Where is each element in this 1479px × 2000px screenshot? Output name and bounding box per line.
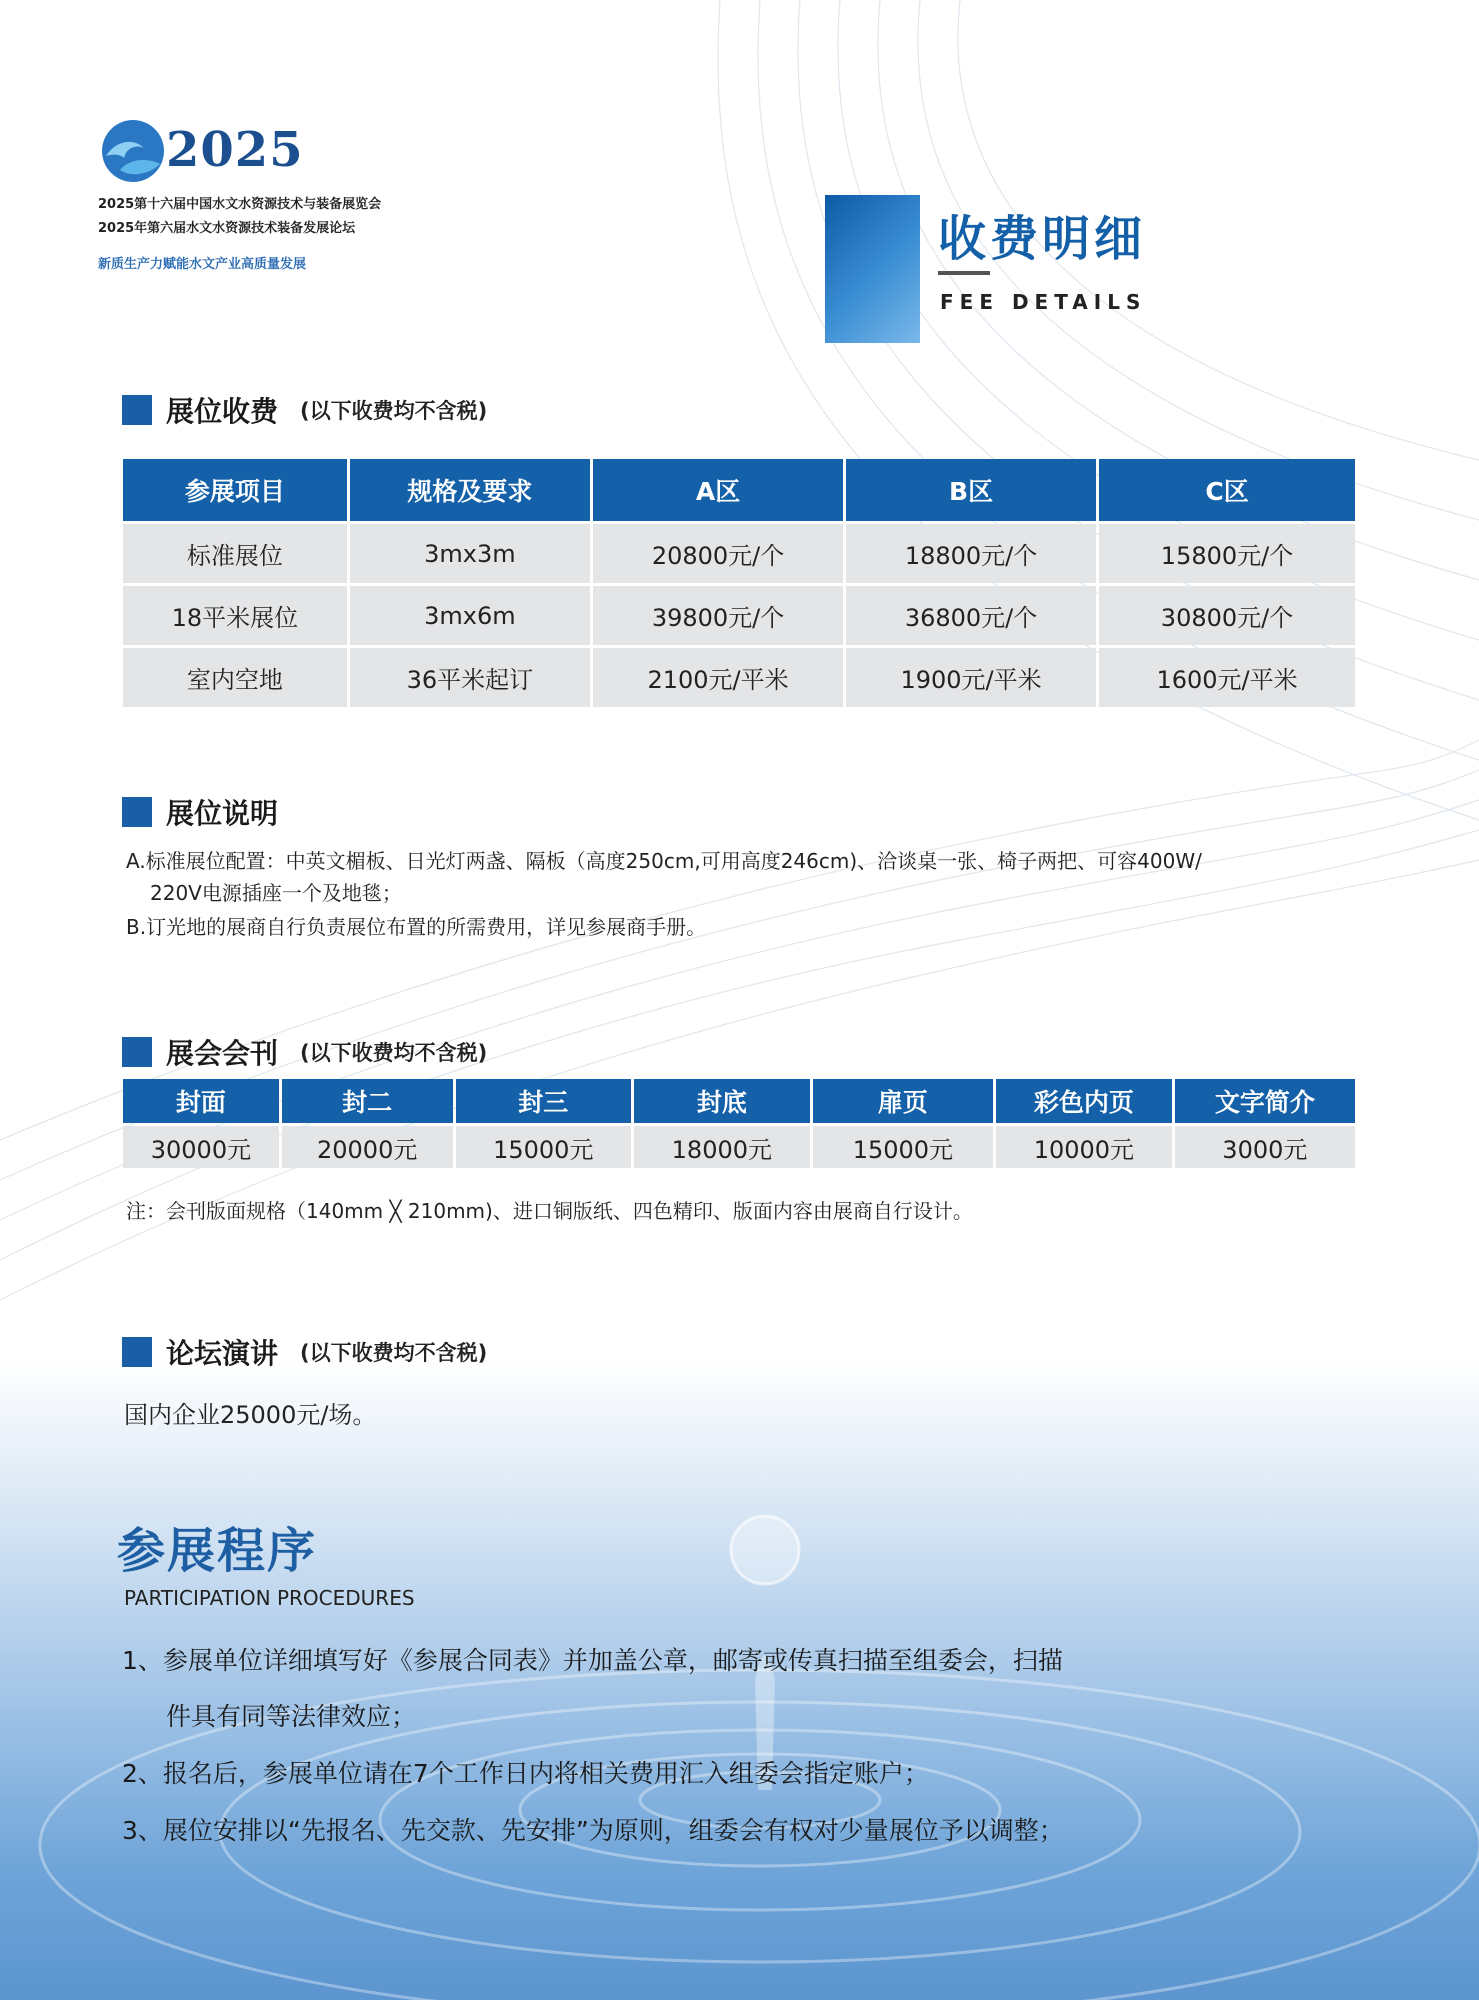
table-cell: 3000元	[1175, 1126, 1355, 1168]
journal-footnote: 注：会刊版面规格（140mm ╳ 210mm)、进口铜版纸、四色精印、版面内容由展商自行设计。	[126, 1199, 973, 1223]
column-header: 扉页	[813, 1079, 993, 1123]
logo-year: 2025	[166, 122, 304, 178]
table-cell: 18平米展位	[123, 586, 347, 645]
section-square-icon	[122, 1337, 152, 1367]
booth-desc-a-cont: 220V电源插座一个及地毯；	[150, 881, 402, 905]
section-title: 论坛演讲	[166, 1337, 279, 1370]
title-accent-block	[825, 195, 920, 343]
booth-desc-heading	[122, 792, 278, 832]
table-cell: 15000元	[813, 1126, 993, 1168]
table-cell: 18800元/个	[846, 524, 1096, 583]
column-header: C区	[1099, 459, 1355, 521]
table-cell: 1900元/平米	[846, 648, 1096, 707]
table-cell: 30000元	[123, 1126, 279, 1168]
column-header: 封面	[123, 1079, 279, 1123]
booth-desc-b: B.订光地的展商自行负责展位布置的所需费用，详见参展商手册。	[126, 915, 707, 939]
section-square-icon	[122, 395, 152, 425]
table-cell: 18000元	[634, 1126, 810, 1168]
table-cell: 39800元/个	[593, 586, 843, 645]
table-row	[123, 586, 1355, 645]
section-note: (以下收费均不含税)	[300, 399, 488, 423]
column-header: 封三	[456, 1079, 632, 1123]
table-cell: 室内空地	[123, 648, 347, 707]
table-cell: 3mx6m	[350, 586, 590, 645]
table-header-row	[123, 1079, 1355, 1123]
column-header: 封二	[282, 1079, 453, 1123]
procedure-step-1: 1、参展单位详细填写好《参展合同表》并加盖公章，邮寄或传真扫描至组委会，扫描	[122, 1646, 1063, 1675]
table-cell: 36800元/个	[846, 586, 1096, 645]
journal-heading	[122, 1032, 487, 1072]
section-title: 展位说明	[166, 797, 279, 830]
table-header-row	[123, 459, 1355, 521]
column-header: 文字简介	[1175, 1079, 1355, 1123]
table-cell: 36平米起订	[350, 648, 590, 707]
table-cell: 15000元	[456, 1126, 632, 1168]
booth-fee-heading	[122, 390, 487, 430]
expo-name: 2025第十六届中国水文水资源技术与装备展览会	[98, 197, 382, 212]
procedures-title: 参展程序	[117, 1523, 318, 1579]
section-note: (以下收费均不含税)	[300, 1041, 488, 1065]
table-cell: 1600元/平米	[1099, 648, 1355, 707]
booth-fee-table	[120, 456, 1358, 710]
section-title: 展位收费	[166, 395, 279, 428]
table-cell: 20000元	[282, 1126, 453, 1168]
section-note: (以下收费均不含税)	[300, 1341, 488, 1365]
slogan: 新质生产力赋能水文产业高质量发展	[98, 257, 307, 272]
expo-logo-icon	[100, 118, 166, 184]
table-row	[123, 524, 1355, 583]
column-header: 封底	[634, 1079, 810, 1123]
journal-fee-table	[120, 1076, 1358, 1171]
page-subtitle: FEE DETAILS	[940, 290, 1147, 314]
column-header: 规格及要求	[350, 459, 590, 521]
table-cell: 20800元/个	[593, 524, 843, 583]
column-header: 参展项目	[123, 459, 347, 521]
column-header: 彩色内页	[996, 1079, 1172, 1123]
table-cell: 2100元/平米	[593, 648, 843, 707]
forum-heading	[122, 1332, 487, 1372]
forum-name: 2025年第六届水文水资源技术装备发展论坛	[98, 221, 356, 236]
table-cell: 10000元	[996, 1126, 1172, 1168]
page-title: 收费明细	[938, 211, 1147, 267]
table-cell: 30800元/个	[1099, 586, 1355, 645]
procedure-step-1-cont: 件具有同等法律效应；	[166, 1702, 417, 1731]
title-divider	[938, 271, 990, 275]
table-row	[123, 1126, 1355, 1168]
procedure-step-3: 3、展位安排以“先报名、先交款、先安排”为原则，组委会有权对少量展位予以调整；	[122, 1816, 1064, 1845]
column-header: A区	[593, 459, 843, 521]
column-header: B区	[846, 459, 1096, 521]
forum-fee-text: 国内企业25000元/场。	[124, 1401, 377, 1429]
table-row	[123, 648, 1355, 707]
table-cell: 标准展位	[123, 524, 347, 583]
procedure-step-2: 2、报名后，参展单位请在7个工作日内将相关费用汇入组委会指定账户；	[122, 1759, 929, 1788]
table-cell: 15800元/个	[1099, 524, 1355, 583]
booth-desc-a: A.标准展位配置：中英文楣板、日光灯两盏、隔板（高度250cm,可用高度246cm)、洽谈桌一张、椅子两把、可容400W/	[126, 849, 1202, 873]
water-ripple-illustration	[0, 1380, 1479, 2000]
section-title: 展会会刊	[166, 1037, 279, 1070]
section-square-icon	[122, 1037, 152, 1067]
section-square-icon	[122, 797, 152, 827]
table-cell: 3mx3m	[350, 524, 590, 583]
procedures-subtitle: PARTICIPATION PROCEDURES	[124, 1586, 415, 1610]
